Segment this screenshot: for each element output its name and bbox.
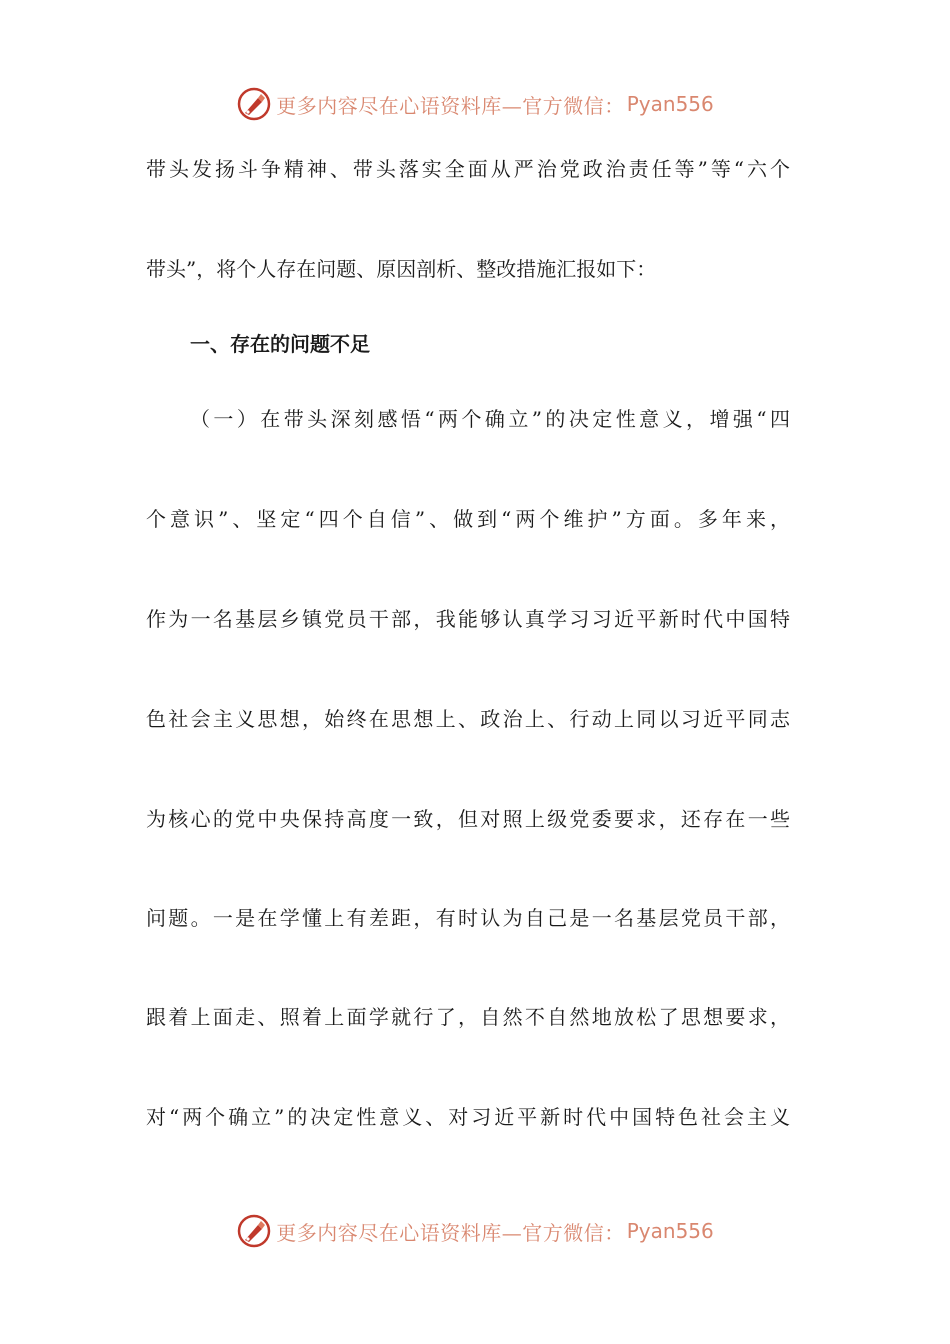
body-line-4: 个意识”、坚定“四个自信”、做到“两个维护”方面。多年来， — [146, 507, 790, 531]
footer-watermark — [0, 1211, 950, 1251]
pen-logo-icon — [236, 86, 272, 122]
body-line-9: 跟着上面走、照着上面学就行了，自然不自然地放松了思想要求， — [146, 1005, 790, 1029]
body-line-6: 色社会主义思想，始终在思想上、政治上、行动上同以习近平同志 — [146, 707, 790, 731]
body-line-7: 为核心的党中央保持高度一致，但对照上级党委要求，还存在一些 — [146, 807, 790, 831]
body-line-8: 问题。一是在学懂上有差距，有时认为自己是一名基层党员干部， — [146, 906, 790, 930]
body-line-10: 对“两个确立”的决定性意义、对习近平新时代中国特色社会主义 — [146, 1105, 790, 1129]
body-line-3: （一）在带头深刻感悟“两个确立”的决定性意义，增强“四 — [190, 407, 790, 431]
body-line-2: 带头”，将个人存在问题、原因剖析、整改措施汇报如下： — [146, 257, 657, 281]
watermark-text: 更多内容尽在心语资料库—官方微信： — [276, 1220, 625, 1245]
body-line-1: 带头发扬斗争精神、带头落实全面从严治党政治责任等”等“六个 — [146, 157, 790, 181]
watermark-code: Pyan556 — [626, 1219, 714, 1243]
body-line-5: 作为一名基层乡镇党员干部，我能够认真学习习近平新时代中国特 — [146, 607, 790, 631]
pen-logo-icon — [236, 1213, 272, 1249]
section-heading: 一、存在的问题不足 — [190, 332, 370, 356]
watermark-code: Pyan556 — [626, 92, 714, 116]
watermark-text: 更多内容尽在心语资料库—官方微信： — [276, 93, 625, 118]
header-watermark — [0, 84, 950, 124]
